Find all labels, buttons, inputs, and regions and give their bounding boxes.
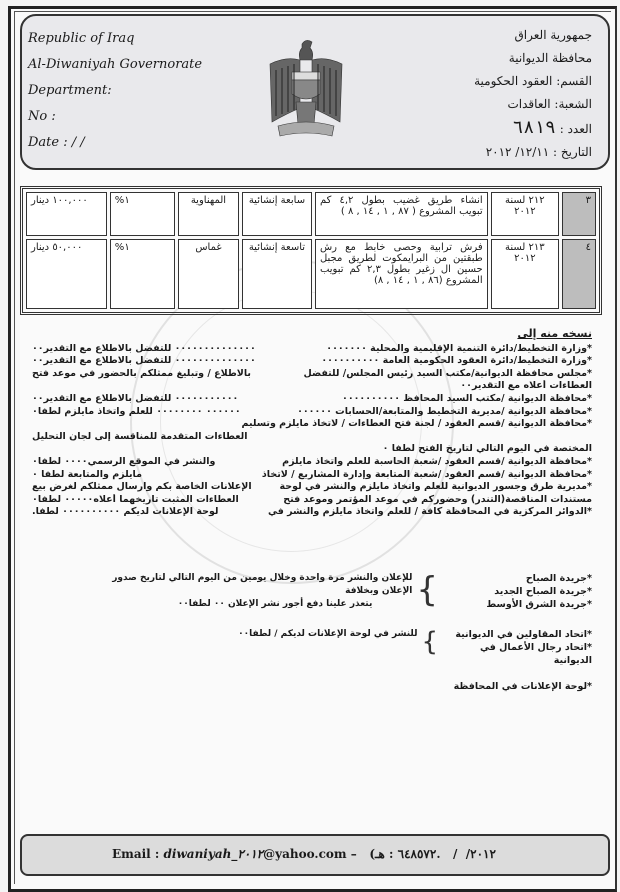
- recipient: *محافظة الديوانية /قسم العقود / لجنة فتح العطاءات / لاتخاذ مايلزم وتسليم: [241, 418, 592, 430]
- recipient: المختصة في اليوم التالي لتاريخ الفتح لطفا ٠: [382, 443, 592, 455]
- distribution-item: [32, 494, 592, 507]
- footer-content: [112, 847, 496, 861]
- governorate-label-ar: محافظة الديوانية: [508, 51, 592, 65]
- instruction: العطاءات المتقدمة للمناقسة إلى لجان التحليل: [32, 430, 248, 442]
- newspaper: *جريدة الصباح الجديد: [494, 586, 592, 597]
- brace-icon: }: [416, 570, 438, 610]
- instruction: العطاءات المثبت تاريخهما أعلاه٠٠٠٠٠ لطفا٠: [32, 493, 239, 505]
- number-value: ٦٨١٩: [512, 117, 556, 138]
- row-index: ٣: [562, 192, 596, 236]
- footer-separator: –: [346, 847, 370, 861]
- recipient: *مجلس محافظة الديوانية/مكتب السيد رئيس المجلس/ للتفضل: [303, 367, 592, 379]
- newspapers-note: [82, 572, 412, 611]
- email-user: diwaniyah_٢٠١٢: [163, 847, 264, 861]
- newspaper-names: [442, 572, 592, 611]
- recipient: *وزارة التخطيط/دائرة العقود الحكومية العامة ٠٠٠٠٠٠٠٠٠٠: [321, 355, 592, 367]
- brace-icon: }: [421, 627, 438, 657]
- recipient: *محافظة الديوانية /مديرية التخطيط والمتابعة/الحسابات ٠٠٠٠٠٠: [297, 405, 592, 417]
- country-label: Republic of Iraq: [28, 31, 135, 46]
- project-description: فرش ترابية وحصى خابط مع رش طبقتين من البرايمكوت لطريق مجبل حسين ال زغير بطول ٢,٣ كم تبويب المشروع (٨٦ , ١ , ١٤ , ٨): [315, 239, 488, 309]
- recipient: *وزارة التخطيط/دائرة التنمية الإقليمية والمحلية ٠٠٠٠٠٠٠: [326, 342, 592, 354]
- email-label: Email :: [112, 847, 164, 861]
- row-index: ٤: [562, 239, 596, 309]
- instruction: مايلزم والمتابعة لطفا ٠: [32, 468, 142, 480]
- number-label-en: No :: [28, 109, 56, 124]
- location: غماس: [178, 239, 239, 309]
- distribution-item: [32, 368, 592, 381]
- instruction: بالاطلاع / وتبليغ ممثلكم بالحضور في موعد فتح: [32, 367, 251, 379]
- distribution-item: [32, 506, 592, 519]
- distribution-item: [32, 393, 592, 406]
- recipient: *الدوائر المركزية في المحافظة كافة / للعلم واتخاذ مايلزم والنشر في: [267, 506, 592, 518]
- number-label-ar: العدد :: [559, 122, 592, 136]
- reference-number: [474, 116, 592, 141]
- department-label-ar: القسم: العقود الحكومية: [474, 74, 592, 88]
- table-row: [26, 192, 596, 236]
- instruction: ٠٠٠٠٠٠٠٠٠٠٠٠٠٠ للتفضل بالاطلاع مع التقدير٠٠: [32, 342, 256, 354]
- instruction: ٠٠٠٠٠٠ ٠٠٠٠٠٠٠٠ للعلم واتخاذ مايلزم لطفا٠: [32, 405, 241, 417]
- recipient: *محافظة الديوانية /مكتب السيد المحافظ ٠٠٠٠٠٠٠٠٠٠: [342, 392, 592, 404]
- instruction: ٠٠٠٠٠٠٠٠٠٠٠ للتفضل بالاطلاع مع التقدير٠٠: [32, 392, 239, 404]
- location: المهناوية: [178, 192, 239, 236]
- tenders-table: [20, 186, 602, 315]
- union: *اتحاد المقاولين في الديوانية: [455, 629, 592, 640]
- union: *اتحاد رجال الأعمال في الديوانية: [480, 642, 592, 666]
- unions-group: [32, 628, 592, 667]
- country-label-ar: جمهورية العراق: [514, 28, 592, 42]
- document-price: ٥٠,٠٠٠ دينار: [26, 239, 107, 309]
- newspaper: *جريدة الشرق الأوسط: [486, 599, 592, 610]
- recipient: *مديرية طرق وجسور الديوانية للعلم واتخاذ مايلزم والنشر في لوحة: [279, 481, 592, 493]
- tender-ref: ٢١٢ لسنة ٢٠١٢: [491, 192, 559, 236]
- distribution-item: [32, 343, 592, 356]
- distribution-item: [32, 380, 592, 393]
- recipient: *محافظة الديوانية /قسم العقود /شعبة المتابعة وإدارة المشاريع / لاتخاذ: [261, 468, 592, 480]
- governorate-label: Al-Diwaniyah Governorate: [28, 57, 203, 72]
- footer-bar: [20, 834, 610, 876]
- project-description: انشاء طريق غضيب بطول ٤,٢ كم تبويب المشروع ( ٨٧ , ١ , ١٤ , ٨ ): [315, 192, 488, 236]
- date-value: ١٢/١١/ ٢٠١٢: [485, 145, 550, 159]
- section-label-ar: الشعبة: العاقدات: [507, 97, 592, 111]
- note-line: يتعذر علينا دفع أجور نشر الإعلان ٠٠ لطفا٠٠: [177, 599, 373, 609]
- contractor-category: سابعة إنشائية: [242, 192, 312, 236]
- department-label: Department:: [28, 83, 112, 98]
- newspaper: *جريدة الصباح: [525, 573, 592, 584]
- unions-note: للنشر في لوحة الإعلانات لديكم / لطفا٠٠: [238, 629, 418, 639]
- distribution-item: [32, 443, 592, 456]
- tender-ref: ٢١٣ لسنة ٢٠١٢: [491, 239, 559, 309]
- table-row: [26, 239, 596, 309]
- distribution-item: [32, 406, 592, 419]
- email-domain: @yahoo.com: [263, 847, 347, 861]
- letterhead-english: [28, 26, 202, 156]
- distribution-item: [32, 456, 592, 469]
- letterhead-arabic: [474, 24, 592, 164]
- reference-date: [474, 141, 592, 164]
- footer-date: (٢٠١٢/ /: [369, 847, 496, 861]
- distribution-item: [32, 481, 592, 494]
- recipient: *محافظة الديوانية /قسم العقود /شعبة الحاسبة للعلم واتخاذ مايلزم: [282, 455, 592, 467]
- eagle-emblem-icon: [266, 38, 346, 148]
- distribution-item: [32, 418, 592, 443]
- instruction: الإعلانات الخاصة بكم وارسال ممثلكم لغرض بيع: [32, 481, 252, 493]
- percentage: ١%: [110, 192, 175, 236]
- instruction: لوحة الإعلانات لديكم ٠٠٠٠٠٠٠٠٠٠ لطفا.: [32, 506, 219, 518]
- footer-phone: .٦٤٨٥٧٢ : هـ: [375, 847, 454, 861]
- instruction: والنشر في الموقع الرسمي٠٠٠٠ لطفا٠: [32, 455, 216, 467]
- distribution-item: [32, 355, 592, 368]
- distribution-item: [32, 469, 592, 482]
- contractor-category: تاسعة إنشائية: [242, 239, 312, 309]
- last-recipient: *لوحة الإعلانات في المحافظة: [453, 681, 592, 692]
- date-label-ar: التاريخ :: [552, 145, 592, 159]
- recipient: العطاءات أعلاه مع التقدير٠٠: [460, 380, 592, 392]
- distribution-list: [32, 328, 592, 519]
- date-label-en: Date : / /: [28, 135, 85, 150]
- union-names: [442, 628, 592, 667]
- recipient: مستندات المناقصة(التندر) وحضوركم في موعد المؤتمر وموعد فتح: [283, 493, 592, 505]
- note-line: للإعلان والنشر مرة واحدة وخلال يومين من اليوم التالي لتاريخ صدور الإعلان وبخلافة: [112, 573, 413, 596]
- distribution-title: نسخه منه إلى: [517, 327, 592, 340]
- percentage: ١%: [110, 239, 175, 309]
- newspapers-group: [32, 572, 592, 611]
- document-price: ١٠٠,٠٠٠ دينار: [26, 192, 107, 236]
- instruction: ٠٠٠٠٠٠٠٠٠٠٠٠٠٠ للتفضل بالاطلاع مع التقدير٠٠: [32, 355, 256, 367]
